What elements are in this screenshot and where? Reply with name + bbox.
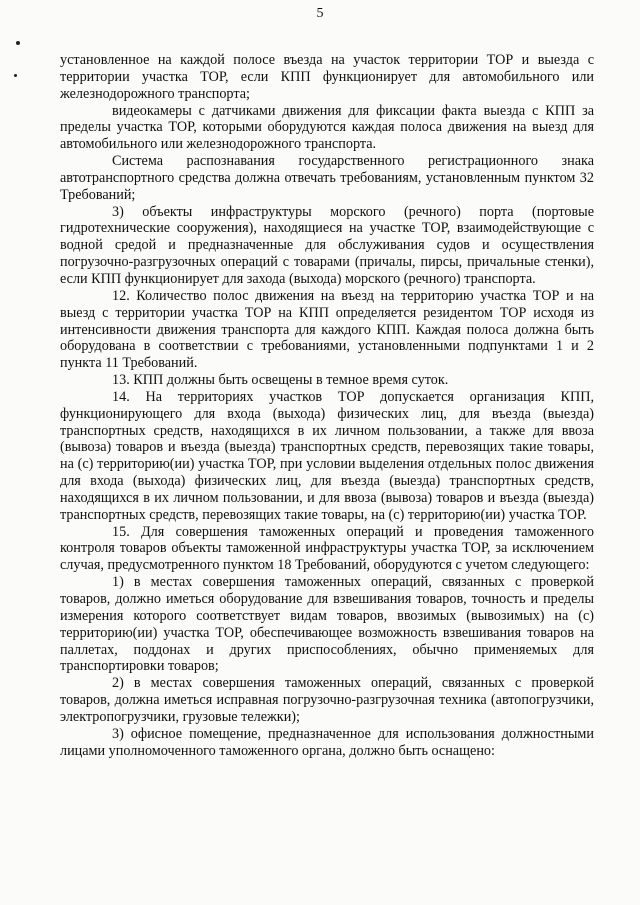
paragraph: 3) объекты инфраструктуры морского (речного) порта (портовые гидротехнические сооружения), находящиеся на участке ТОР, взаимодействующие с водной средой и предназначенные для обслуживания судов и осуществления погрузочно-разгрузочных операций с товарами (причалы, пирсы, причальные стенки), если КПП функционирует для захода (выхода) морского (речного) транспорта. [60,203,594,287]
paragraph: 2) в местах совершения таможенных операций, связанных с проверкой товаров, должна иметься исправная погрузочно-разгрузочная техника (автопогрузчики, электропогрузчики, грузовые тележки); [60,675,594,725]
margin-dot-mark [16,41,20,45]
paragraph: установленное на каждой полосе въезда на участок территории ТОР и выезда с территории участка ТОР, если КПП функционирует для автомобильного или железнодорожного транспорта; [60,52,594,102]
paragraph: 14. На территориях участков ТОР допускается организация КПП, функционирующего для входа (выхода) физических лиц, для въезда (выезда) транспортных средств, находящихся в их личном пользовании, а также для ввоза (вывоза) товаров и въезда (выезда) транспортных средств, перевозящих такие товары, на (с) территорию(ии) участка ТОР, при условии выделения отдельных полос движения для входа (выхода) физических лиц, для въезда (выезда) транспортных средств, находящихся в их личном пользовании, и для ввоза (вывоза) товаров и въезда (выезда) транспортных средств, перевозящих такие товары, на (с) территорию(ии) участка ТОР. [60,388,594,523]
paragraph: 13. КПП должны быть освещены в темное время суток. [112,372,449,389]
paragraph: видеокамеры с датчиками движения для фиксации факта выезда с КПП за пределы участка ТОР, которыми оборудуются каждая полоса движения на выезд для автомобильного или железнодорожного транспорта. [60,102,594,153]
paragraph: 1) в местах совершения таможенных операций, связанных с проверкой товаров, должно иметься оборудование для взвешивания товаров, точность и пределы измерения которого соответствует видам товаров, ввозимых (вывозимых) на (с) территорию(ии) участка ТОР, обеспечивающее возможность взвешивания товаров на паллетах, поддонах и других приспособлениях, обычно применяемых для транспортировки товаров; [60,574,594,675]
paragraph: 3) офисное помещение, предназначенное для использования должностными лицами уполномоченного таможенного органа, должно быть оснащено: [60,725,594,759]
paragraph: 15. Для совершения таможенных операций и проведения таможенного контроля товаров объекты таможенной инфраструктуры участка ТОР, за исключением случая, предусмотренного пунктом 18 Требований, оборудуются с учетом следующего: [60,523,594,574]
paragraph: Система распознавания государственного регистрационного знака автотранспортного средства должна отвечать требованиям, установленным пунктом 32 Требований; [60,153,594,203]
margin-dot-mark [14,74,17,77]
page-number: 5 [316,6,324,21]
document-body [60,52,594,759]
paragraph: 12. Количество полос движения на въезд на территорию участка ТОР и на выезд с территории участка ТОР на КПП определяется резидентом ТОР исходя из интенсивности движения транспорта для каждого КПП. Каждая полоса должна быть оборудована в соответствии с требованиями, установленными подпунктами 1 и 2 пункта 11 Требований. [60,287,594,372]
